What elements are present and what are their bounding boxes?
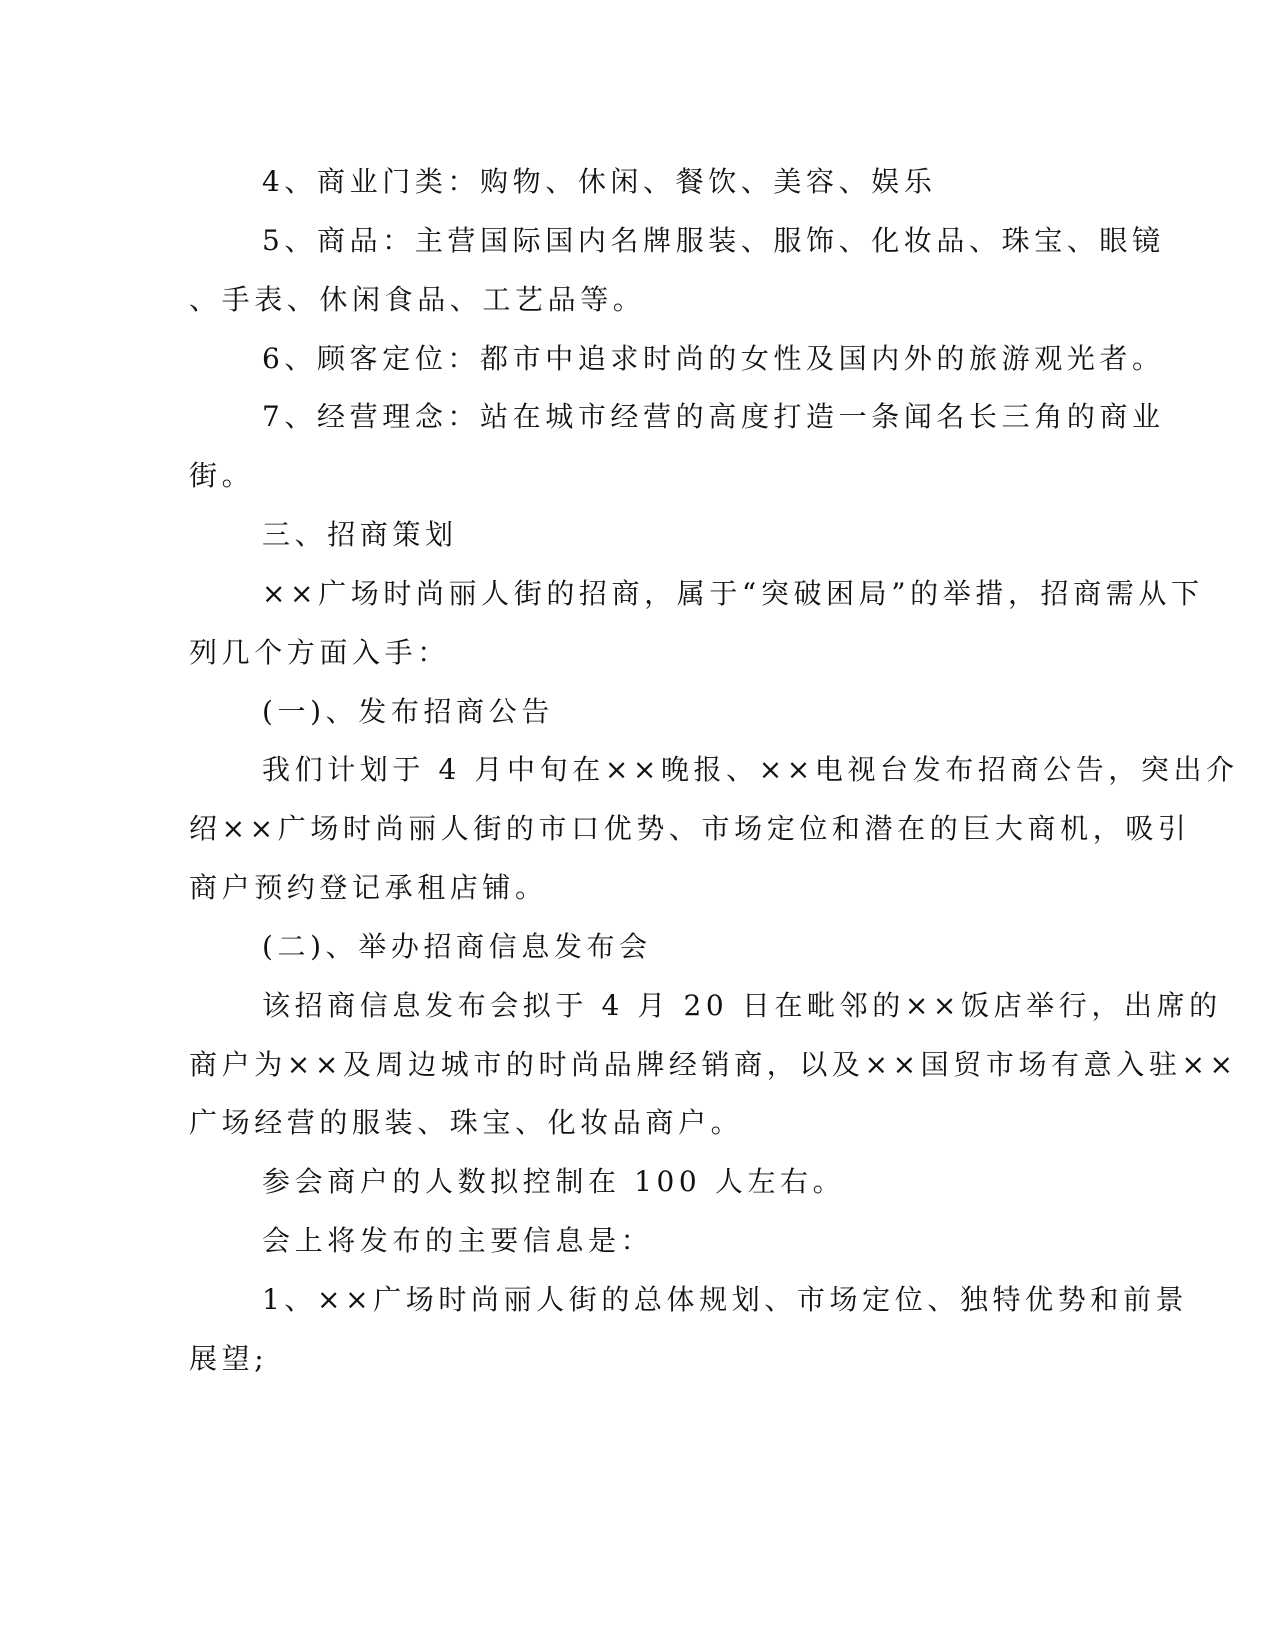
text-line: 1、××广场时尚丽人街的总体规划、市场定位、独特优势和前景 [262, 1283, 1189, 1316]
text-line: 6、顾客定位：都市中追求时尚的女性及国内外的旅游观光者。 [262, 342, 1165, 375]
text-line: 街。 [189, 459, 255, 492]
text-line: 绍××广场时尚丽人街的市口优势、市场定位和潜在的巨大商机，吸引 [189, 812, 1191, 845]
subsection-heading: (二)、举办招商信息发布会 [262, 930, 652, 963]
text-line: 4、商业门类：购物、休闲、餐饮、美容、娱乐 [262, 165, 937, 198]
text-line: 5、商品：主营国际国内名牌服装、服饰、化妆品、珠宝、眼镜 [262, 224, 1165, 257]
text-line: 参会商户的人数拟控制在 100 人左右。 [262, 1165, 846, 1198]
text-line: 、手表、休闲食品、工艺品等。 [189, 283, 646, 316]
text-line: 该招商信息发布会拟于 4 月 20 日在毗邻的××饭店举行，出席的 [262, 989, 1222, 1022]
text-line: 广场经营的服装、珠宝、化妆品商户。 [189, 1106, 744, 1139]
text-line: 我们计划于 4 月中旬在××晚报、××电视台发布招商公告，突出介 [262, 753, 1239, 786]
text-line: ××广场时尚丽人街的招商，属于“突破困局”的举措，招商需从下 [262, 577, 1204, 610]
section-heading: 三、招商策划 [262, 518, 458, 551]
text-line: 展望; [189, 1342, 269, 1375]
text-line: 列几个方面入手： [189, 636, 450, 669]
text-line: 会上将发布的主要信息是： [262, 1224, 654, 1257]
text-line: 商户预约登记承租店铺。 [189, 871, 548, 904]
text-line: 7、经营理念：站在城市经营的高度打造一条闻名长三角的商业 [262, 400, 1165, 433]
text-line: 商户为××及周边城市的时尚品牌经销商，以及××国贸市场有意入驻×× [189, 1048, 1238, 1081]
subsection-heading: (一)、发布招商公告 [262, 695, 554, 728]
